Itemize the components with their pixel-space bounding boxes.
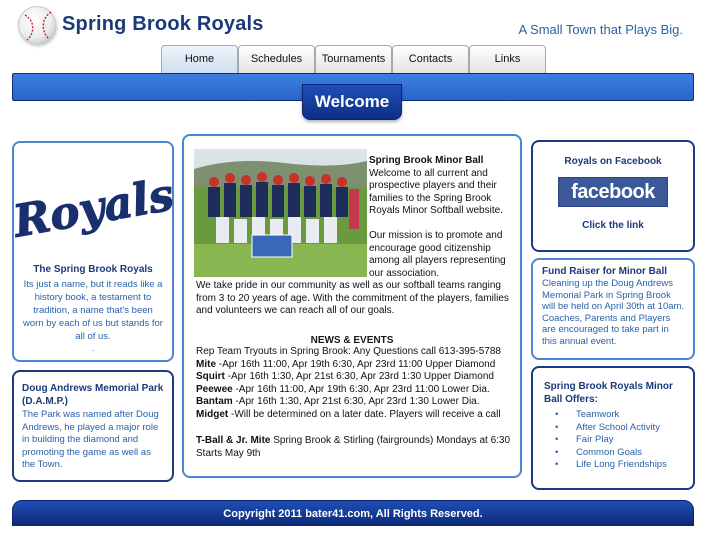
site-title[interactable]: Spring Brook Royals xyxy=(62,13,264,35)
intro-title: Spring Brook Minor Ball xyxy=(369,155,484,166)
baseball-logo-icon xyxy=(18,6,56,44)
news-row: Bantam -Apr 16th 1:30, Apr 21st 6:30, Apr 23rd 1:30 Lower Dia. xyxy=(196,396,480,407)
welcome-banner: Welcome xyxy=(302,84,402,120)
offers-list xyxy=(555,409,685,472)
site-tagline: A Small Town that Plays Big. xyxy=(518,22,683,37)
intro-body: Welcome to all current and prospective players and their families to the Spring Brook Royals Minor Softball website. xyxy=(369,167,503,216)
nav-tab-tournaments[interactable]: Tournaments xyxy=(315,45,392,73)
offers-title: Spring Brook Royals Minor Ball Offers: xyxy=(544,381,673,405)
list-item: • Teamwork xyxy=(555,409,685,422)
facebook-title: Royals on Facebook xyxy=(564,156,662,167)
royals-caption-dot: . xyxy=(91,343,95,353)
news-row: Peewee -Apr 16th 11:00, Apr 19th 6:30, Apr 23rd 11:00 Lower Dia. xyxy=(196,383,490,395)
nav-tab-contacts[interactable]: Contacts xyxy=(392,45,469,73)
tball-info xyxy=(196,435,516,460)
park-title: Doug Andrews Memorial Park (D.A.M.P.) xyxy=(22,383,164,407)
intro-text xyxy=(369,155,514,280)
news-intro: Rep Team Tryouts in Spring Brook: Any Questions call 613-395-5788 xyxy=(196,346,501,357)
park-body: The Park was named after Doug Andrews, he played a major role in building the diamond and promoting the game as well as the Town. xyxy=(22,409,159,470)
offers-panel xyxy=(531,366,695,490)
main-nav xyxy=(161,45,546,73)
news-list xyxy=(196,346,516,421)
nav-tab-schedules[interactable]: Schedules xyxy=(238,45,315,73)
mission-text: We take pride in our community as well as our softball teams ranging from 3 to 20 years of age. With the commitment of the players, families and volunteers we can reach all of our goals. xyxy=(196,280,509,316)
list-item: • After School Activity xyxy=(555,422,685,435)
list-item: • Common Goals xyxy=(555,447,685,460)
team-photo xyxy=(194,149,367,277)
mission-start: Our mission is to promote and encourage good citizenship among all players representing our association. xyxy=(369,230,506,279)
facebook-link[interactable]: Click the link xyxy=(582,220,644,231)
royals-script-logo xyxy=(9,161,178,251)
royals-caption-title: The Spring Brook Royals xyxy=(33,264,153,275)
svg-text:Royals: Royals xyxy=(9,169,178,248)
park-panel xyxy=(12,370,174,482)
nav-tab-links[interactable]: Links xyxy=(469,45,546,73)
news-row: Squirt -Apr 16th 1:30, Apr 21st 6:30, Apr 23rd 1:30 Upper Diamond xyxy=(196,371,494,382)
royals-logo-panel xyxy=(9,141,178,362)
list-item: • Life Long Friendships xyxy=(555,459,685,472)
tball-title: T-Ball & Jr. Mite xyxy=(196,435,271,446)
tball-body: Spring Brook & Stirling (fairgrounds) Mondays at 6:30 Starts May 9th xyxy=(196,435,511,459)
fundraiser-title: Fund Raiser for Minor Ball xyxy=(542,266,668,277)
facebook-logo[interactable]: facebook xyxy=(558,177,668,207)
fundraiser-body: Cleaning up the Doug Andrews Memorial Park in Spring Brook will be held on April 30th at 10am. Coaches, Parents and Players are encouraged to take part in this annual event. xyxy=(542,278,685,347)
news-row: Midget -Will be determined on a later date. Players will receive a call xyxy=(196,408,501,420)
news-row: Mite -Apr 16th 11:00, Apr 19th 6:30, Apr 23rd 11:00 Upper Diamond xyxy=(196,358,496,370)
footer-copyright: Copyright 2011 bater41.com, All Rights Reserved. xyxy=(12,500,694,526)
nav-tab-home[interactable]: Home xyxy=(161,45,238,73)
facebook-panel xyxy=(531,140,695,252)
news-heading: NEWS & EVENTS xyxy=(310,335,394,346)
fundraiser-panel xyxy=(531,258,695,360)
list-item: • Fair Play xyxy=(555,434,685,447)
main-content-panel xyxy=(182,134,522,478)
royals-caption-body: Its just a name, but it reads like a history book, a testament to tradition, a name that's been worn by each of us but stands for all of us. xyxy=(23,279,163,342)
